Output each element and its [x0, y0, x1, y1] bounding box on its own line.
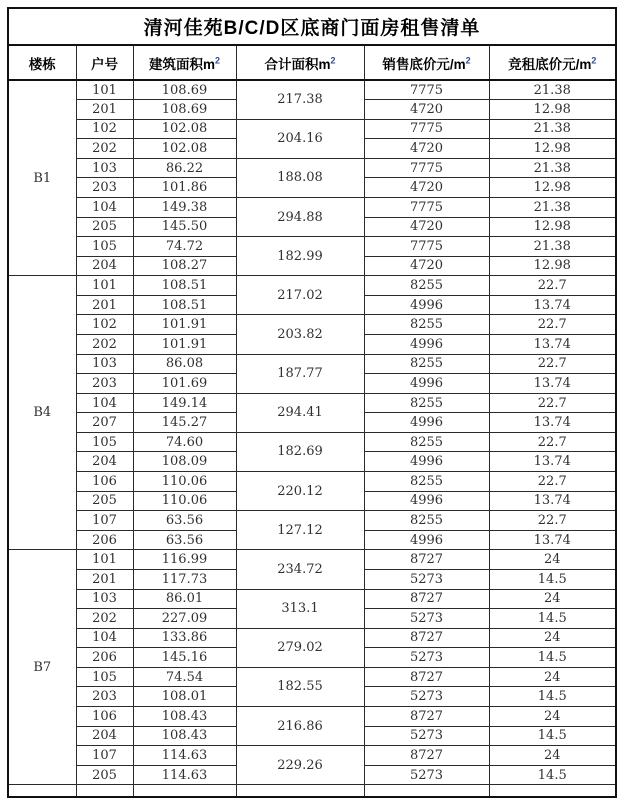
- area-cell: 114.63: [133, 765, 236, 785]
- sale-price-cell: 5273: [364, 765, 489, 785]
- unit-cell: 101: [76, 550, 133, 570]
- sale-price-cell: 4996: [364, 374, 489, 394]
- unit-cell: 204: [76, 452, 133, 472]
- sale-price-cell: 4996: [364, 413, 489, 433]
- unit-cell: 201: [76, 295, 133, 315]
- area-cell: 110.06: [133, 491, 236, 511]
- rent-price-cell: 21.38: [489, 237, 616, 257]
- sale-price-cell: 4996: [364, 452, 489, 472]
- total-area-cell: 187.77: [236, 354, 364, 393]
- area-cell: 108.51: [133, 295, 236, 315]
- sale-price-cell: 5273: [364, 687, 489, 707]
- rent-price-cell: 22.7: [489, 276, 616, 296]
- total-area-cell: 182.69: [236, 432, 364, 471]
- table-row: [8, 393, 616, 413]
- table-row: [8, 550, 616, 570]
- unit-cell: 102: [76, 315, 133, 335]
- area-cell: 108.69: [133, 100, 236, 120]
- sale-price-cell: 4720: [364, 217, 489, 237]
- total-area-cell: 216.86: [236, 707, 364, 746]
- column-header-label: 合计面积m: [264, 56, 331, 72]
- table-row: [8, 432, 616, 452]
- column-header-rent-price: [489, 45, 616, 80]
- rent-price-cell: 21.38: [489, 158, 616, 178]
- total-area-cell: 220.12: [236, 472, 364, 511]
- rent-price-cell: 14.5: [489, 765, 616, 785]
- sale-price-cell: [364, 785, 489, 797]
- column-header-label: 楼栋: [28, 56, 56, 72]
- table-row: [8, 80, 616, 100]
- sale-price-cell: 7775: [364, 119, 489, 139]
- area-cell: 110.06: [133, 472, 236, 492]
- area-cell: 145.50: [133, 217, 236, 237]
- rent-price-cell: 14.5: [489, 569, 616, 589]
- area-cell: 63.56: [133, 530, 236, 550]
- table-row: [8, 707, 616, 727]
- unit-cell: 201: [76, 100, 133, 120]
- table-row: [8, 197, 616, 217]
- unit-cell: [76, 785, 133, 797]
- total-area-cell: 217.38: [236, 80, 364, 119]
- area-cell: 227.09: [133, 609, 236, 629]
- sale-price-cell: 4720: [364, 139, 489, 159]
- rent-price-cell: 13.74: [489, 374, 616, 394]
- rent-price-cell: 13.74: [489, 335, 616, 355]
- rent-price-cell: 22.7: [489, 472, 616, 492]
- unit-cell: 106: [76, 472, 133, 492]
- sale-price-cell: 4996: [364, 295, 489, 315]
- area-cell: 108.69: [133, 80, 236, 100]
- unit-cell: 105: [76, 667, 133, 687]
- table-body: [8, 80, 616, 797]
- unit-cell: 106: [76, 707, 133, 727]
- unit-cell: 205: [76, 491, 133, 511]
- column-header-sale-price: [364, 45, 489, 80]
- superscript: 2: [330, 55, 336, 65]
- rent-price-cell: 24: [489, 550, 616, 570]
- superscript: 2: [591, 55, 597, 65]
- unit-cell: 103: [76, 354, 133, 374]
- rent-price-cell: 22.7: [489, 354, 616, 374]
- area-cell: 102.08: [133, 139, 236, 159]
- sale-price-cell: 8727: [364, 707, 489, 727]
- rent-price-cell: 21.38: [489, 197, 616, 217]
- table-row: [8, 354, 616, 374]
- area-cell: 145.16: [133, 648, 236, 668]
- unit-cell: 104: [76, 628, 133, 648]
- area-cell: 108.01: [133, 687, 236, 707]
- rent-price-cell: 12.98: [489, 217, 616, 237]
- sale-price-cell: 4720: [364, 256, 489, 276]
- sale-price-cell: 8727: [364, 746, 489, 766]
- sale-price-cell: 7775: [364, 80, 489, 100]
- unit-cell: 202: [76, 609, 133, 629]
- rent-price-cell: 21.38: [489, 119, 616, 139]
- total-area-cell: 294.41: [236, 393, 364, 432]
- unit-cell: 203: [76, 178, 133, 198]
- sale-price-cell: 8255: [364, 354, 489, 374]
- sale-price-cell: 4996: [364, 335, 489, 355]
- area-cell: 108.43: [133, 726, 236, 746]
- column-header-label: 建筑面积m: [148, 56, 215, 72]
- sale-price-cell: 5273: [364, 726, 489, 746]
- unit-cell: 205: [76, 217, 133, 237]
- table-row-partial: [8, 785, 616, 797]
- unit-cell: 204: [76, 726, 133, 746]
- unit-cell: 107: [76, 746, 133, 766]
- total-area-cell: 217.02: [236, 276, 364, 315]
- area-cell: 108.27: [133, 256, 236, 276]
- rent-price-cell: 12.98: [489, 139, 616, 159]
- area-cell: 149.14: [133, 393, 236, 413]
- sale-price-cell: 4996: [364, 491, 489, 511]
- area-cell: 86.22: [133, 158, 236, 178]
- unit-cell: 204: [76, 256, 133, 276]
- building-cell: B7: [8, 550, 76, 785]
- table-row: [8, 158, 616, 178]
- unit-cell: 107: [76, 511, 133, 531]
- column-header-label: 销售底价元/m: [382, 56, 466, 72]
- sale-price-cell: 7775: [364, 158, 489, 178]
- total-area-cell: 203.82: [236, 315, 364, 354]
- area-cell: 108.51: [133, 276, 236, 296]
- table-row: [8, 667, 616, 687]
- total-area-cell: 313.1: [236, 589, 364, 628]
- total-area-cell: 188.08: [236, 158, 364, 197]
- total-area-cell: 234.72: [236, 550, 364, 589]
- total-area-cell: 182.99: [236, 237, 364, 276]
- unit-cell: 103: [76, 589, 133, 609]
- table-row: [8, 237, 616, 257]
- unit-cell: 202: [76, 335, 133, 355]
- rent-price-cell: 14.5: [489, 648, 616, 668]
- total-area-cell: 182.55: [236, 667, 364, 706]
- building-cell: [8, 785, 76, 797]
- rent-price-cell: 22.7: [489, 511, 616, 531]
- rent-price-cell: 12.98: [489, 178, 616, 198]
- sale-price-cell: 7775: [364, 197, 489, 217]
- rent-price-cell: 12.98: [489, 100, 616, 120]
- rent-price-cell: 24: [489, 746, 616, 766]
- superscript: 2: [215, 55, 221, 65]
- area-cell: 74.60: [133, 432, 236, 452]
- area-cell: 101.86: [133, 178, 236, 198]
- column-header-building: [8, 45, 76, 80]
- unit-cell: 105: [76, 432, 133, 452]
- total-area-cell: 279.02: [236, 628, 364, 667]
- area-cell: 133.86: [133, 628, 236, 648]
- area-cell: 86.01: [133, 589, 236, 609]
- table-row: [8, 472, 616, 492]
- table-row: [8, 746, 616, 766]
- rent-price-cell: 13.74: [489, 491, 616, 511]
- total-area-cell: 127.12: [236, 511, 364, 550]
- sale-price-cell: 5273: [364, 648, 489, 668]
- rent-price-cell: 13.74: [489, 413, 616, 433]
- rent-price-cell: 24: [489, 628, 616, 648]
- unit-cell: 207: [76, 413, 133, 433]
- area-cell: 145.27: [133, 413, 236, 433]
- area-cell: 108.43: [133, 707, 236, 727]
- column-header-area: [133, 45, 236, 80]
- rental-listing-table: [7, 7, 617, 798]
- building-cell: B1: [8, 80, 76, 276]
- rent-price-cell: 22.7: [489, 393, 616, 413]
- area-cell: 108.09: [133, 452, 236, 472]
- unit-cell: 103: [76, 158, 133, 178]
- unit-cell: 104: [76, 197, 133, 217]
- sale-price-cell: 8255: [364, 432, 489, 452]
- rent-price-cell: 14.5: [489, 609, 616, 629]
- sale-price-cell: 4996: [364, 530, 489, 550]
- sale-price-cell: 8255: [364, 315, 489, 335]
- area-cell: 74.54: [133, 667, 236, 687]
- superscript: 2: [465, 55, 471, 65]
- rent-price-cell: 24: [489, 707, 616, 727]
- sale-price-cell: 4720: [364, 178, 489, 198]
- column-header-row: [8, 45, 616, 80]
- page-title: 清河佳苑B/C/D区底商门面房租售清单: [8, 8, 616, 45]
- unit-cell: 201: [76, 569, 133, 589]
- unit-cell: 206: [76, 648, 133, 668]
- table-row: [8, 315, 616, 335]
- area-cell: 116.99: [133, 550, 236, 570]
- rent-price-cell: 22.7: [489, 315, 616, 335]
- area-cell: [133, 785, 236, 797]
- area-cell: 114.63: [133, 746, 236, 766]
- table-row: [8, 628, 616, 648]
- sale-price-cell: 5273: [364, 569, 489, 589]
- total-area-cell: 294.88: [236, 197, 364, 236]
- sale-price-cell: 7775: [364, 237, 489, 257]
- column-header-unit: [76, 45, 133, 80]
- table-row: [8, 589, 616, 609]
- building-cell: B4: [8, 276, 76, 550]
- sale-price-cell: 8727: [364, 628, 489, 648]
- column-header-label: 户号: [91, 56, 118, 72]
- rent-price-cell: 24: [489, 667, 616, 687]
- total-area-cell: 204.16: [236, 119, 364, 158]
- column-header-total-area: [236, 45, 364, 80]
- area-cell: 63.56: [133, 511, 236, 531]
- rent-price-cell: 21.38: [489, 80, 616, 100]
- column-header-label: 竞租底价元/m: [508, 56, 592, 72]
- unit-cell: 101: [76, 80, 133, 100]
- unit-cell: 102: [76, 119, 133, 139]
- unit-cell: 104: [76, 393, 133, 413]
- area-cell: 149.38: [133, 197, 236, 217]
- rent-price-cell: 13.74: [489, 452, 616, 472]
- unit-cell: 206: [76, 530, 133, 550]
- sale-price-cell: 8255: [364, 276, 489, 296]
- sale-price-cell: 8727: [364, 550, 489, 570]
- sale-price-cell: 4720: [364, 100, 489, 120]
- rent-price-cell: 12.98: [489, 256, 616, 276]
- rent-price-cell: 22.7: [489, 432, 616, 452]
- rent-price-cell: 13.74: [489, 295, 616, 315]
- area-cell: 117.73: [133, 569, 236, 589]
- unit-cell: 205: [76, 765, 133, 785]
- sale-price-cell: 8255: [364, 472, 489, 492]
- area-cell: 74.72: [133, 237, 236, 257]
- rent-price-cell: 14.5: [489, 726, 616, 746]
- rent-price-cell: [489, 785, 616, 797]
- table-row: [8, 276, 616, 296]
- unit-cell: 203: [76, 687, 133, 707]
- area-cell: 101.69: [133, 374, 236, 394]
- unit-cell: 105: [76, 237, 133, 257]
- total-area-cell: 229.26: [236, 746, 364, 785]
- table-row: [8, 119, 616, 139]
- sale-price-cell: 8255: [364, 511, 489, 531]
- rent-price-cell: 13.74: [489, 530, 616, 550]
- rent-price-cell: 14.5: [489, 687, 616, 707]
- area-cell: 101.91: [133, 315, 236, 335]
- rent-price-cell: 24: [489, 589, 616, 609]
- area-cell: 101.91: [133, 335, 236, 355]
- sale-price-cell: 5273: [364, 609, 489, 629]
- title-row: [8, 8, 616, 45]
- table-row: [8, 511, 616, 531]
- sale-price-cell: 8727: [364, 589, 489, 609]
- area-cell: 102.08: [133, 119, 236, 139]
- total-area-cell: [236, 785, 364, 797]
- area-cell: 86.08: [133, 354, 236, 374]
- sale-price-cell: 8727: [364, 667, 489, 687]
- unit-cell: 202: [76, 139, 133, 159]
- unit-cell: 101: [76, 276, 133, 296]
- unit-cell: 203: [76, 374, 133, 394]
- sale-price-cell: 8255: [364, 393, 489, 413]
